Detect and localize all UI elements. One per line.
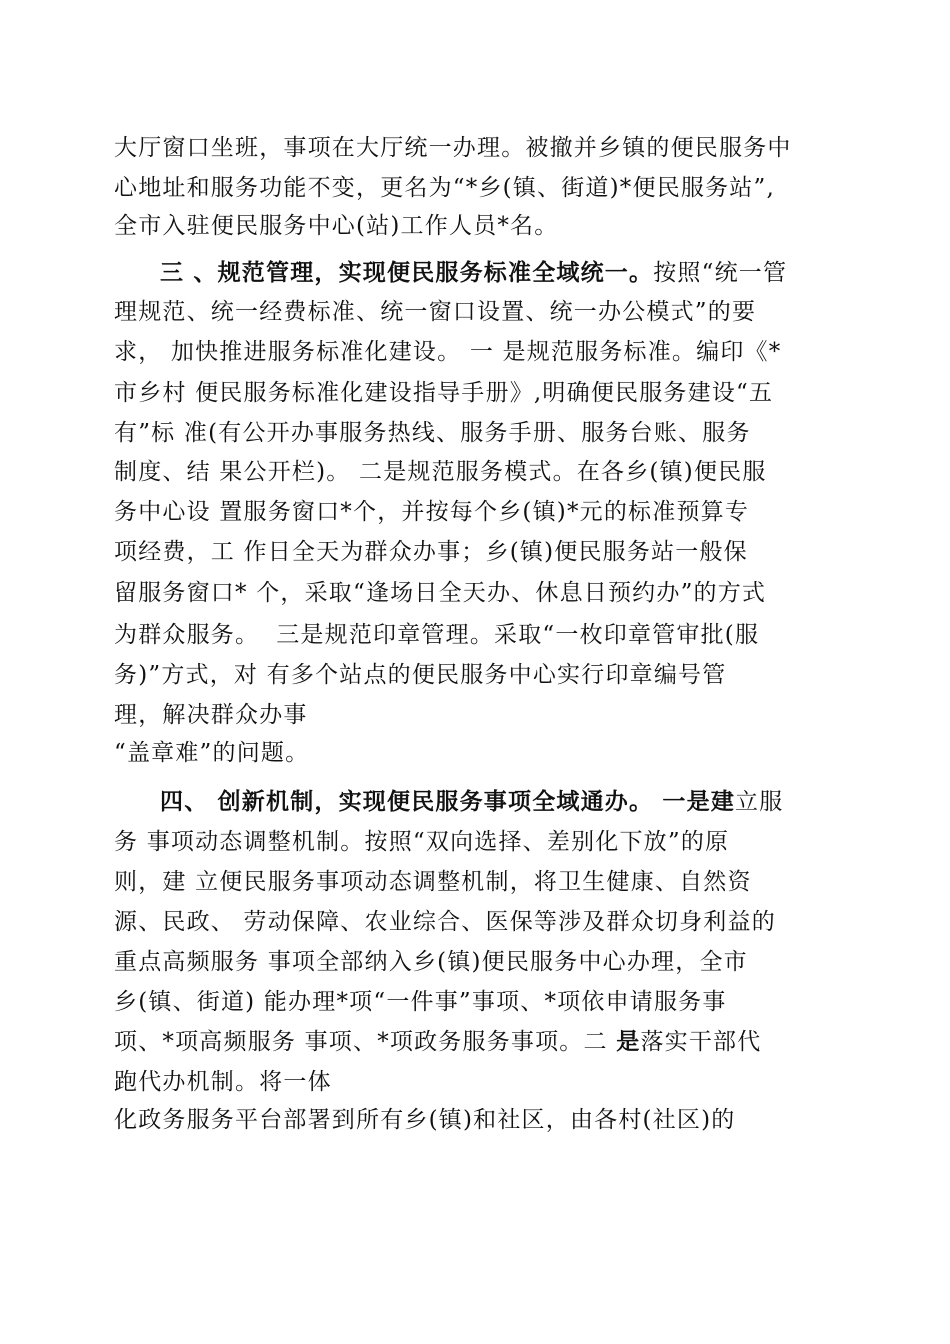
text-run: 大厅窗口坐班，事项在大厅统一办理。被撤并乡镇的便民服务中 <box>114 135 792 161</box>
paragraph-line <box>114 457 767 487</box>
text-run: 则，建 立便民服务事项动态调整机制，将卫生健康、自然资 <box>114 869 752 895</box>
paragraph-line <box>114 578 766 608</box>
section-heading-line <box>160 787 783 817</box>
text-run: 务中心设 置服务窗口*个，并按每个乡(镇)*元的标准预算专 <box>114 499 750 525</box>
paragraph-line <box>114 620 759 650</box>
text-run: 项、*项高频服务 事项、*项政务服务事项。二 <box>114 1029 617 1055</box>
text-run: 留服务窗口* 个，采取“逢场日全天办、休息日预约办”的方式 <box>114 580 767 606</box>
paragraph-line <box>114 378 773 408</box>
text-run: 按照“统一管 <box>653 260 788 286</box>
paragraph-line <box>114 497 749 527</box>
text-run: 跑代办机制。将一体 <box>114 1069 332 1095</box>
text-run: 求， 加快推进服务标准化建设。 一 是规范服务标准。编印《* <box>114 339 782 365</box>
text-run: 理规范、统一经费标准、统一窗口设置、统一办公模式”的要 <box>114 299 757 325</box>
paragraph-line <box>114 947 748 977</box>
paragraph-line <box>114 133 792 163</box>
text-run: 为群众服务。 三是规范印章管理。采取“一枚印章管审批(服 <box>114 622 760 648</box>
bold-run: 是 <box>616 1029 641 1055</box>
section-heading-line <box>160 258 787 288</box>
text-run: 制度、结 果公开栏)。 二是规范服务模式。在各乡(镇)便民服 <box>114 459 767 485</box>
paragraph-line <box>114 827 729 857</box>
text-run: 重点高频服务 事项全部纳入乡(镇)便民服务中心办理，全市 <box>114 949 748 975</box>
paragraph-line <box>114 337 781 367</box>
paragraph-line <box>114 1105 736 1135</box>
paragraph-line <box>114 987 727 1017</box>
text-run: 化政务服务平台部署到所有乡(镇)和社区，由各村(社区)的 <box>114 1107 736 1133</box>
paragraph-line <box>114 867 752 897</box>
section-heading: 三 、规范管理，实现便民服务标准全域统一。 <box>160 260 654 286</box>
text-run: 乡(镇、街道) 能办理*项“一件事”事项、*项依申请服务事 <box>114 989 727 1015</box>
paragraph-line <box>114 738 309 768</box>
text-run: 市乡村 便民服务标准化建设指导手册》,明确便民服务建设“五 <box>114 380 774 406</box>
section-heading: 四、 创新机制，实现便民服务事项全域通办。 一是建 <box>160 789 736 815</box>
paragraph-line <box>114 907 776 937</box>
text-run: 全市入驻便民服务中心(站)工作人员*名。 <box>114 213 559 239</box>
text-run: 项经费，工 作日全天为群众办事；乡(镇)便民服务站一般保 <box>114 539 748 565</box>
paragraph-line <box>114 173 775 203</box>
paragraph-line <box>114 297 756 327</box>
paragraph-line <box>114 660 726 690</box>
text-run: 理，解决群众办事 <box>114 702 308 728</box>
text-run: 务)”方式，对 有多个站点的便民服务中心实行印章编号管 <box>114 662 727 688</box>
paragraph-line <box>114 211 558 241</box>
text-run: 心地址和服务功能不变，更名为“*乡(镇、街道)*便民服务站”, <box>114 175 775 201</box>
text-run: 务 事项动态调整机制。按照“双向选择、差别化下放”的原 <box>114 829 730 855</box>
text-run: 落实干部代 <box>640 1029 762 1055</box>
paragraph-line <box>114 700 308 730</box>
text-run: 立服 <box>735 789 784 815</box>
text-run: 有”标 准(有公开办事服务热线、服务手册、服务台账、服务 <box>114 420 751 446</box>
paragraph-line <box>114 1027 761 1057</box>
paragraph-line <box>114 1067 332 1097</box>
paragraph-line <box>114 418 751 448</box>
text-run: “盖章难”的问题。 <box>114 740 310 766</box>
text-run: 源、民政、 劳动保障、农业综合、医保等涉及群众切身利益的 <box>114 909 776 935</box>
paragraph-line <box>114 537 748 567</box>
